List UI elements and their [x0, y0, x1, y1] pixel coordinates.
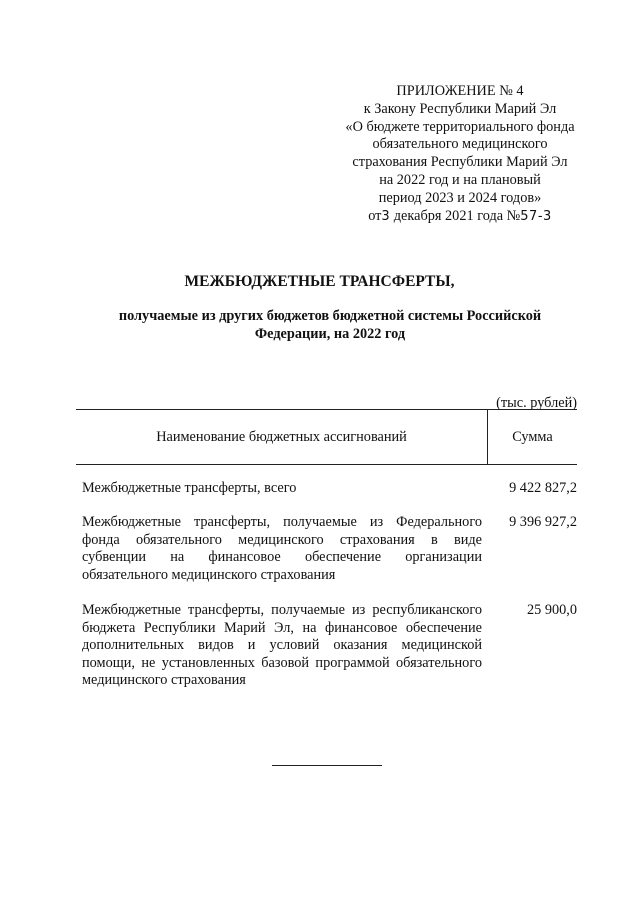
closing-divider — [272, 765, 382, 766]
units-label: (тыс. рублей) — [496, 395, 577, 411]
annex-date-line — [300, 208, 620, 226]
row-amount: 25 900,0 — [526, 602, 577, 618]
date-text: декабря 2021 года № — [390, 207, 521, 224]
document-title: МЕЖБЮДЖЕТНЫЕ ТРАНСФЕРТЫ, — [184, 273, 455, 290]
header-name-column: Наименование бюджетных ассигнований — [76, 410, 488, 464]
row-amount: 9 396 927,2 — [509, 514, 577, 530]
row-name: Межбюджетные трансферты, всего — [82, 480, 297, 496]
header-sum-column: Сумма — [512, 428, 553, 445]
annex-block — [300, 83, 620, 225]
row-name: Межбюджетные трансферты, получаемые из республиканского бюджета Республики Марий Эл, на финансовое обеспечение дополнительных видов и условий оказания медицинской помощи, не установленных базовой программой обязательного медицинского страхования — [82, 602, 482, 688]
law-number: 57-3 — [520, 208, 552, 224]
annex-law-name-line: обязательного медицинского — [372, 136, 548, 153]
date-prefix: от — [368, 207, 382, 224]
annex-law-name-line: на 2022 год и на плановый — [379, 171, 541, 188]
table-header — [76, 409, 577, 465]
annex-law-name-line: период 2023 и 2024 годов» — [378, 189, 542, 206]
annex-law-name-line: «О бюджете территориального фонда — [345, 118, 575, 135]
annex-law-name-line: страхования Республики Марий Эл — [352, 154, 568, 171]
annex-title: ПРИЛОЖЕНИЕ № 4 — [396, 83, 524, 99]
date-day: 3 — [381, 208, 391, 224]
row-name: Межбюджетные трансферты, получаемые из Федерального фонда обязательного медицинского страхования в виде субвенции на финансовое обеспечение организации обязательного медицинского страхования — [82, 514, 482, 583]
annex-law-reference: к Закону Республики Марий Эл — [363, 100, 557, 117]
row-amount: 9 422 827,2 — [509, 480, 577, 496]
document-subtitle: получаемые из других бюджетов бюджетной системы Российской Федерации, на 2022 год — [118, 308, 542, 342]
